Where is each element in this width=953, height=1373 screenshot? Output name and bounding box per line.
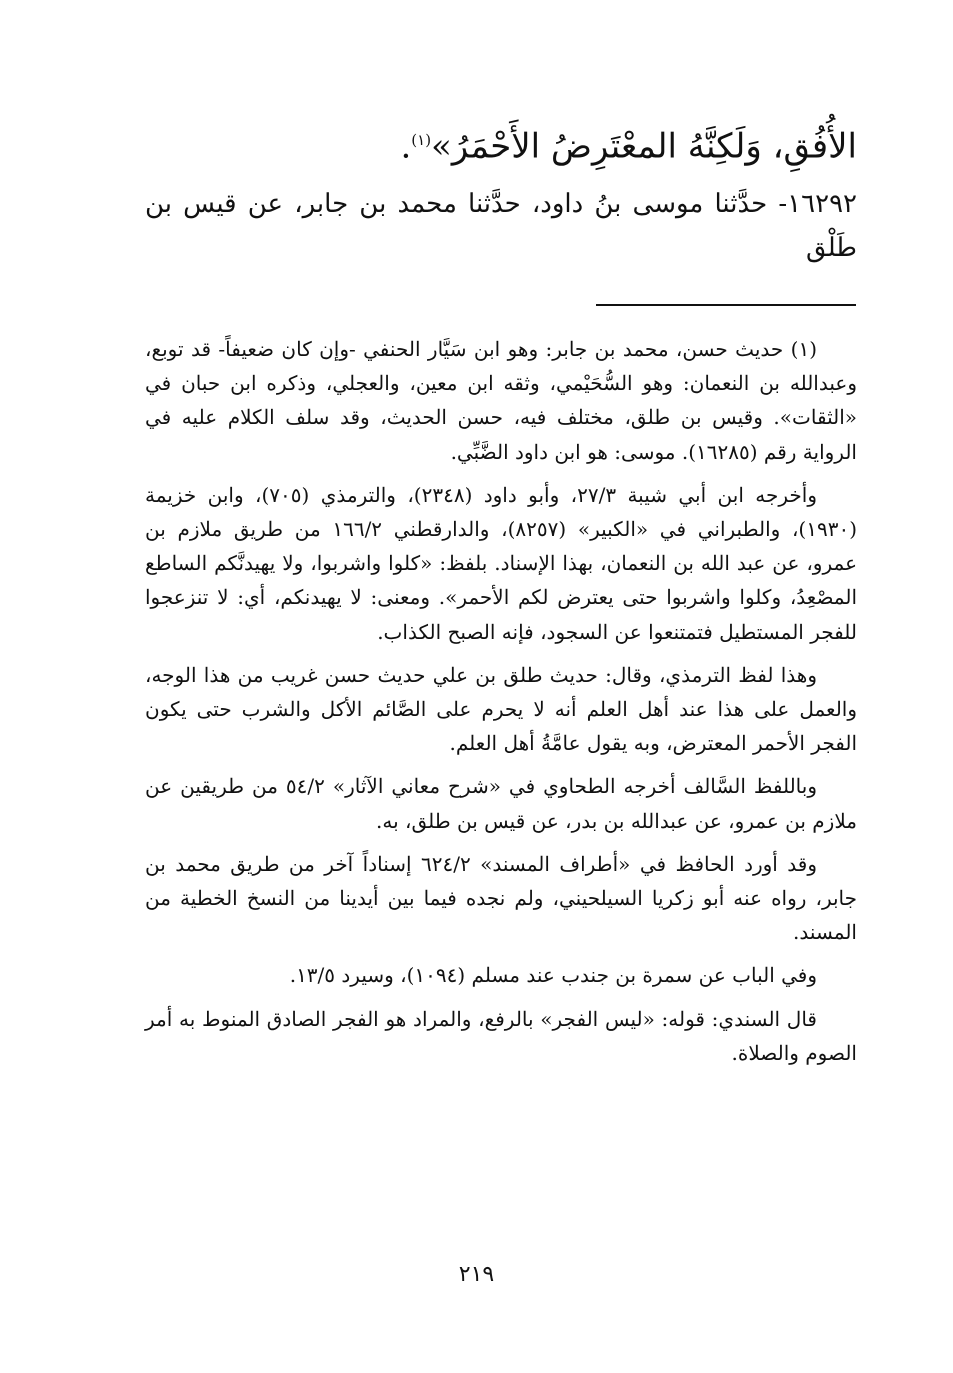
footnote-paragraph: وباللفظ السَّالف أخرجه الطحاوي في «شرح معاني الآثار» ٥٤/٢ من طريقين عن ملازم بن عمرو، عن عبدالله بن بدر، عن قيس بن طلق، به. [145, 774, 857, 833]
footnote-marker: (١) [411, 131, 432, 149]
page-number: ٢١٩ [458, 1262, 495, 1287]
footnote-paragraph: وفي الباب عن سمرة بن جندب عند مسلم (١٠٩٤)، وسيرد ١٣/٥. [289, 963, 817, 988]
hadith-16292: ١٦٢٩٢- حدَّثنا موسى بنُ داود، حدَّثنا محمد بن جابر، عن قيس بن طَلْق [145, 189, 857, 264]
footnote-paragraph: وقد أورد الحافظ في «أطراف المسند» ٦٢٤/٢ إسناداً آخر من طريق محمد بن جابر، رواه عنه أبو زكريا السيلحيني، ولم نجده فيما بين أيدينا من النسخ الخطية من المسند. [145, 851, 857, 945]
footnote-separator [596, 304, 856, 306]
footnote-paragraph: وأخرجه ابن أبي شيبة ٢٧/٣، وأبو داود (٢٣٤٨)، والترمذي (٧٠٥)، وابن خزيمة (١٩٣٠)، والطبراني في «الكبير» (٨٢٥٧)، والدارقطني ١٦٦/٢ من طريق ملازم بن عمرو، عن عبد الله بن النعمان، بهذا الإسناد. بلفظ: «كلوا واشربوا، ولا يهيدنَّكم الساطع المصْعِدُ، وكلوا واشربوا حتى يعترض لكم الأحمر». ومعنى: لا يهيدنكم، أي: لا تنزعجوا للفجر المستطيل فتمتنعوا عن السجود، فإنه الصبح الكذاب. [145, 482, 858, 644]
main-text [145, 112, 857, 270]
hadith-ending-period: . [400, 126, 412, 167]
footnote-paragraph: قال السندي: قوله: «ليس الفجر» بالرفع، والمراد هو الفجر الصادق المنوط به أمر الصوم والصلاة. [145, 1006, 857, 1065]
hadith-ending-line [145, 112, 857, 174]
footnote-paragraph: وهذا لفظ الترمذي، وقال: حديث طلق بن علي حديث حسن غريب من هذا الوجه، والعمل على هذا عند أهل العلم أنه لا يحرم على الصَّائم الأكل والشرب حتى يكون الفجر الأحمر المعترض، وبه يقول عامَّةُ أهل العلم. [145, 662, 857, 756]
footnote-paragraph: (١) حديث حسن، محمد بن جابر: وهو ابن سَيَّار الحنفي -وإن كان ضعيفاً- قد توبع، وعبدالله بن النعمان: وهو السُّحَيْمي، وثقه ابن معين، والعجلي، وذكره ابن حبان في «الثقات». وقيس بن طلق، مختلف فيه، حسن الحديث، وقد سلف الكلام عليه في الرواية رقم (١٦٢٨٥). موسى: هو ابن داود الضَّبِّي. [145, 337, 857, 464]
footnotes [145, 332, 857, 1079]
hadith-ending-text: الأُفُقِ، وَلَكِنَّهُ المعْتَرِضُ الأَحْمَرُ» [431, 126, 857, 167]
